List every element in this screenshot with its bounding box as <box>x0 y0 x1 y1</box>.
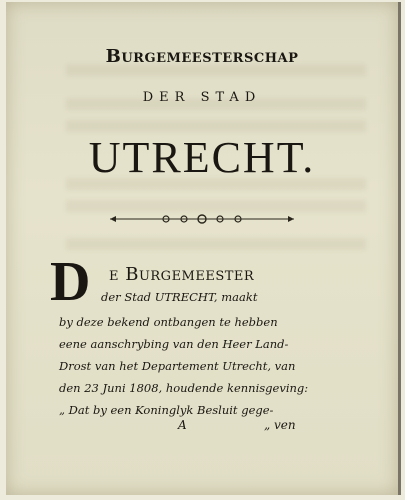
bleed-through <box>66 200 366 212</box>
title-utrecht: UTRECHT. <box>88 133 316 182</box>
ornament-divider <box>106 212 298 226</box>
catchword: „ ven <box>264 418 296 432</box>
signature-mark: A <box>178 418 187 432</box>
title-der-stad: DER STAD <box>142 90 262 105</box>
title-burgemeesterschap: Burgemeesterschap <box>105 46 299 67</box>
bleed-through <box>66 120 366 132</box>
heading-burgemeester: e Burgemeester <box>109 264 255 285</box>
body-line: by deze bekend ontbangen te hebben <box>59 315 278 329</box>
body-line: „ Dat by een Koninglyk Besluit gege- <box>59 403 274 417</box>
drop-cap: D <box>50 251 91 313</box>
bleed-through <box>66 238 366 250</box>
body-line: eene aanschrybing van den Heer Land- <box>59 337 289 351</box>
paper-sheet <box>6 2 401 495</box>
body-line: Drost van het Departement Utrecht, van <box>59 359 296 373</box>
body-line: der Stad UTRECHT, maakt <box>101 290 258 304</box>
body-line: den 23 Juni 1808, houdende kennisgeving: <box>59 381 309 395</box>
